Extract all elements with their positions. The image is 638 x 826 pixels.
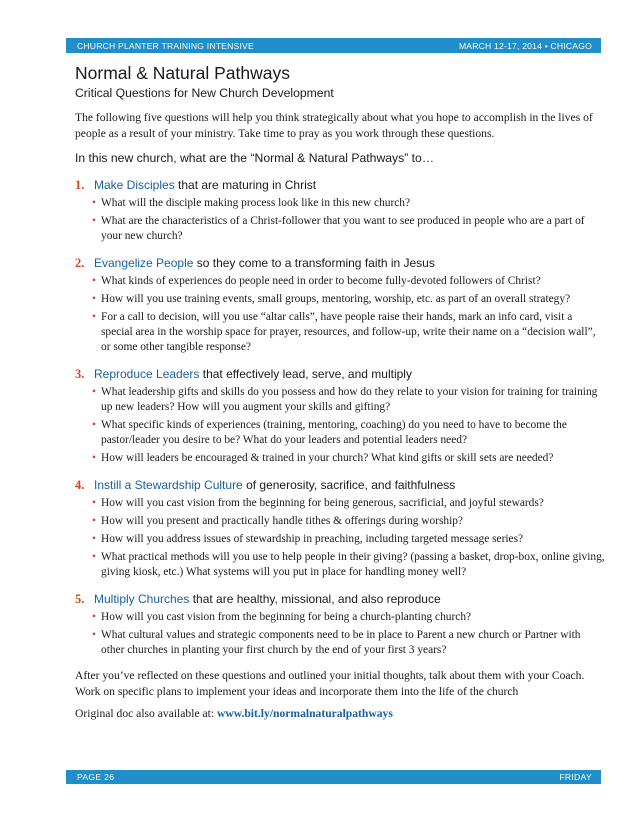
- section-heading: [75, 477, 605, 493]
- section-key-phrase: Multiply Churches: [94, 592, 190, 606]
- question-item: • What leadership gifts and skills do you possess and how do they relate to your vision for training for training up new leaders? How will you augment your skills and gifting?: [92, 385, 605, 415]
- section-rest-phrase: so they come to a transforming faith in Jesus: [193, 256, 435, 270]
- question-item: • How will leaders be encouraged & trained in your church? What kind gifts or skill sets are needed?: [92, 451, 605, 466]
- question-list: [75, 496, 605, 580]
- question-item: • What kinds of experiences do people need in order to become fully-devoted followers of Christ?: [92, 274, 605, 289]
- section-heading-text: [94, 255, 435, 271]
- outro-paragraph: After you’ve reflected on these questions and outlined your initial thoughts, talk about them with your Coach. Work on specific plans to implement your ideas and incorporate them into the life of the church: [75, 669, 585, 698]
- footer-page-number: PAGE 26: [77, 772, 115, 782]
- lead-question: In this new church, what are the “Normal & Natural Pathways” to…: [75, 151, 435, 165]
- section-rest-phrase: that are healthy, missional, and also reproduce: [189, 592, 441, 606]
- question-item: • What specific kinds of experiences (training, mentoring, coaching) do you need to have to become the pastor/leader you desire to be? What do your leaders and potential leaders need?: [92, 418, 605, 448]
- section-key-phrase: Instill a Stewardship Culture: [94, 478, 243, 492]
- sections-list: [75, 177, 605, 658]
- section-number: 4.: [75, 478, 85, 492]
- question-item: • What cultural values and strategic components need to be in place to Parent a new church or Partner with other churches in planting your first church by the end of your first 3 years?: [92, 628, 605, 658]
- section-heading: [75, 255, 605, 271]
- section-key-phrase: Reproduce Leaders: [94, 367, 200, 381]
- section-number: 5.: [75, 592, 85, 606]
- page-title: Normal & Natural Pathways: [75, 63, 290, 83]
- section-heading: [75, 366, 605, 382]
- page-content: [75, 62, 605, 722]
- section-3: [75, 366, 605, 466]
- question-item: • For a call to decision, will you use “altar calls”, have people raise their hands, mark an info card, visit a special area in the worship space for prayer, resources, and follow-up, write their name on a “decision wall”, or some other tangible response?: [92, 310, 605, 355]
- intro-paragraph: The following five questions will help you think strategically about what you hope to accomplish in the lives of people as a result of your ministry. Take time to pray as you work through these questions.: [75, 111, 593, 140]
- section-heading-text: [94, 366, 412, 382]
- question-list: [75, 196, 605, 244]
- section-heading-text: [94, 477, 455, 493]
- section-key-phrase: Evangelize People: [94, 256, 194, 270]
- original-doc-link[interactable]: www.bit.ly/normalnaturalpathways: [216, 707, 393, 720]
- question-item: • How will you cast vision from the beginning for being generous, sacrificial, and joyful stewards?: [92, 496, 605, 511]
- question-item: • How will you present and practically handle tithes & offerings during worship?: [92, 514, 605, 529]
- header-event-date: MARCH 12-17, 2014 • CHICAGO: [458, 40, 592, 51]
- question-list: [75, 610, 605, 658]
- original-doc-label: Original doc also available at:: [75, 707, 217, 720]
- section-number: 3.: [75, 367, 85, 381]
- original-doc-line: [75, 706, 605, 722]
- page-subtitle: Critical Questions for New Church Development: [75, 86, 334, 100]
- section-rest-phrase: that effectively lead, serve, and multiply: [199, 367, 412, 381]
- section-2: [75, 255, 605, 355]
- footer-day: FRIDAY: [559, 772, 592, 782]
- section-rest-phrase: of generosity, sacrifice, and faithfulness: [242, 478, 456, 492]
- question-item: • What will the disciple making process look like in this new church?: [92, 196, 605, 211]
- section-5: [75, 591, 605, 658]
- question-item: • What practical methods will you use to help people in their giving? (passing a basket, drop-box, online giving, giving kiosk, etc.) What systems will you put in place for handling money well?: [92, 550, 605, 580]
- section-key-phrase: Make Disciples: [94, 178, 175, 192]
- question-item: • How will you address issues of stewardship in preaching, including targeted message series?: [92, 532, 605, 547]
- section-heading: [75, 591, 605, 607]
- section-heading-text: [94, 177, 316, 193]
- question-list: [75, 385, 605, 466]
- section-1: [75, 177, 605, 244]
- question-list: [75, 274, 605, 355]
- header-event-title: CHURCH PLANTER TRAINING INTENSIVE: [77, 40, 254, 51]
- section-number: 2.: [75, 256, 85, 270]
- section-4: [75, 477, 605, 580]
- question-item: • How will you use training events, small groups, mentoring, worship, etc. as part of an overall strategy?: [92, 292, 605, 307]
- header-bar: [66, 38, 601, 53]
- section-heading: [75, 177, 605, 193]
- section-heading-text: [94, 591, 441, 607]
- section-rest-phrase: that are maturing in Christ: [174, 178, 317, 192]
- section-number: 1.: [75, 178, 85, 192]
- question-item: • How will you cast vision from the beginning for being a church-planting church?: [92, 610, 605, 625]
- question-item: • What are the characteristics of a Christ-follower that you want to see produced in people who are a part of your new church?: [92, 214, 605, 244]
- footer-bar: [66, 770, 601, 784]
